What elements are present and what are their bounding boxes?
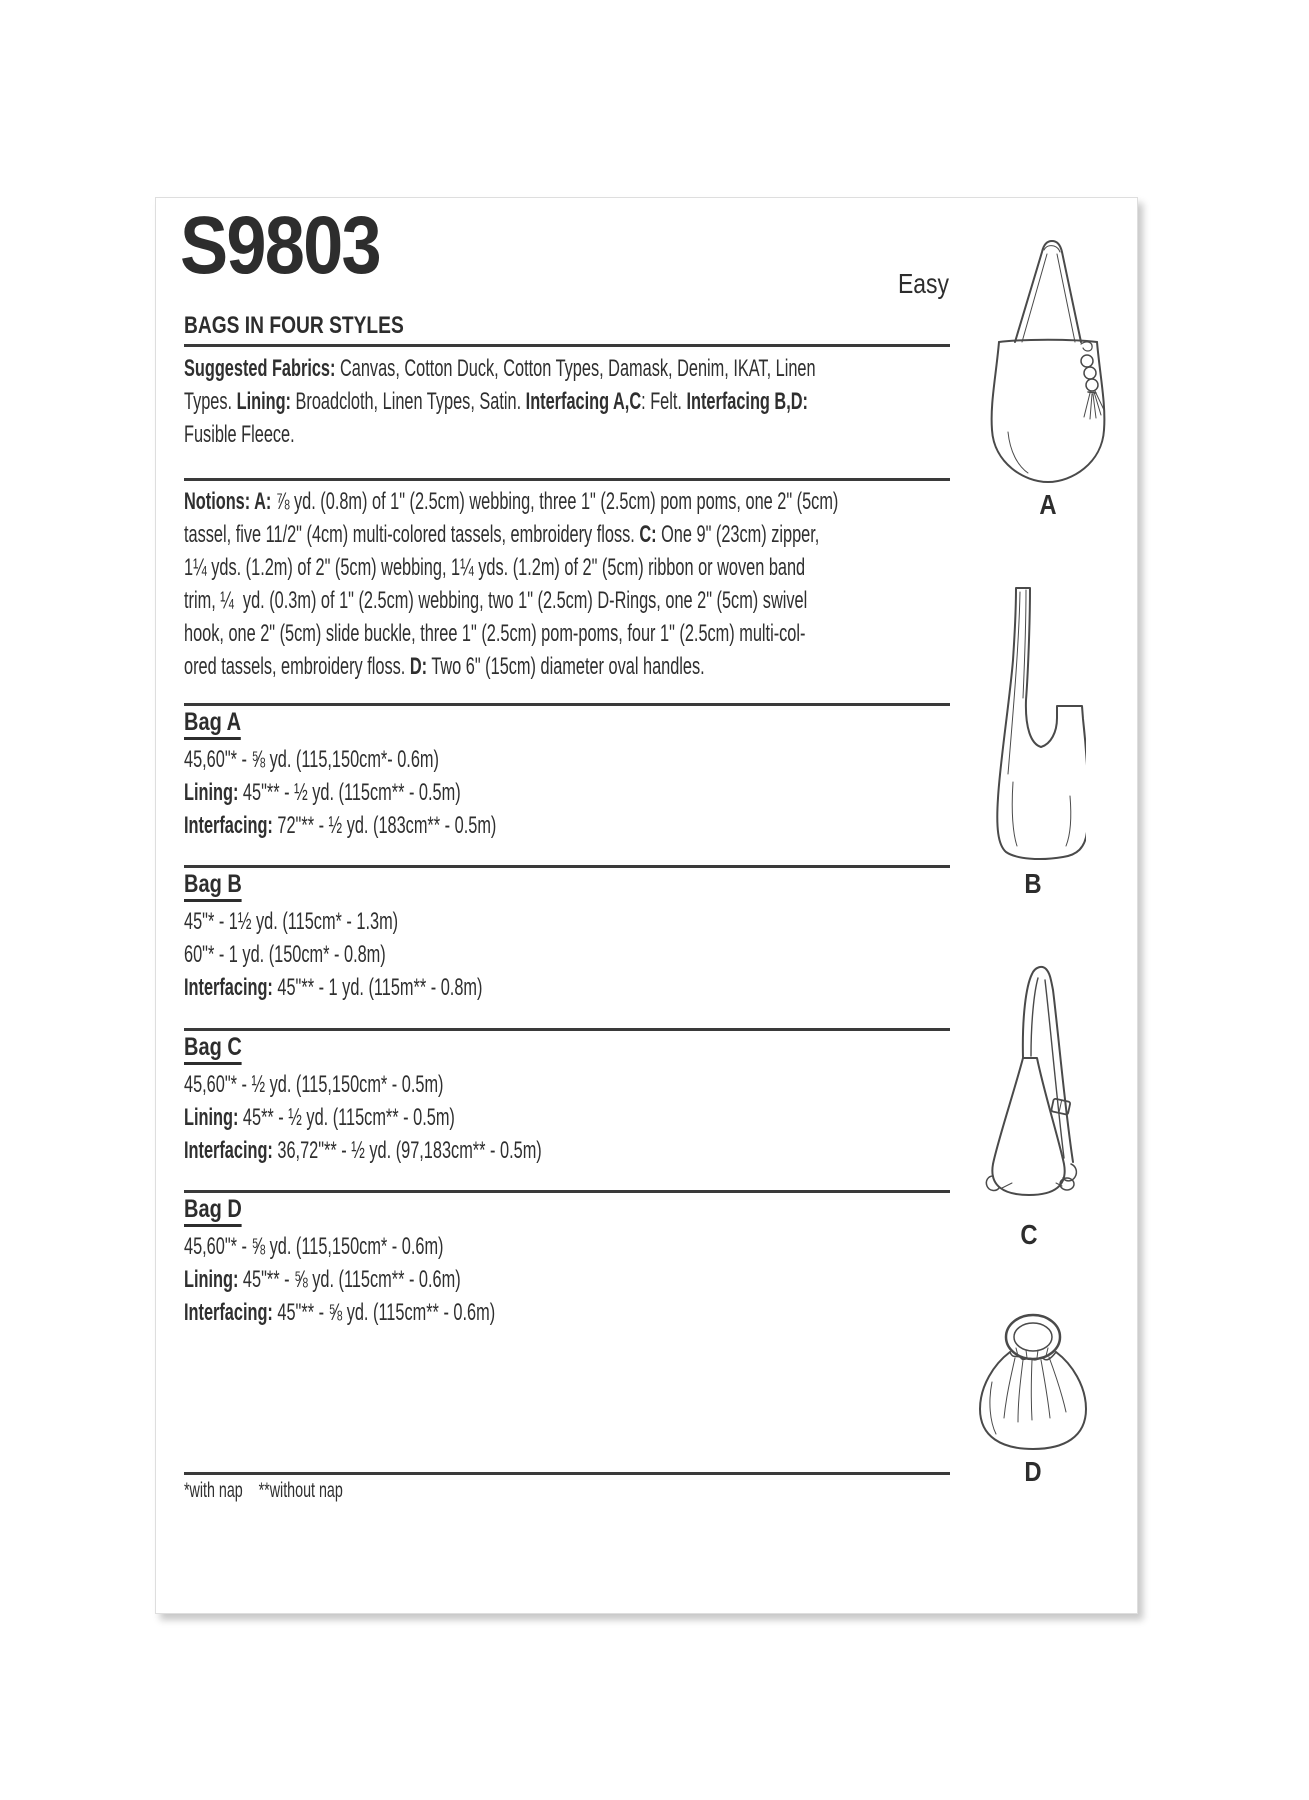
bag-b-heading: Bag B (184, 871, 242, 902)
bag-c-heading: Bag C (184, 1034, 242, 1065)
bag-d-yardage (184, 1230, 984, 1329)
text-line: Notions: A: ⅞ yd. (0.8m) of 1" (2.5cm) webbing, three 1" (2.5cm) pom poms, one 2" (5cm) (184, 488, 839, 515)
bag-c-illustration (976, 962, 1082, 1214)
text-line: Interfacing: 45"** - ⅝ yd. (115cm** - 0.6m) (184, 1299, 496, 1326)
text-line: Suggested Fabrics: Canvas, Cotton Duck, Cotton Types, Damask, Denim, IKAT, Linen (184, 355, 816, 382)
bag-b-illustration (980, 582, 1086, 862)
divider-under-title (184, 344, 950, 347)
bag-a-section (184, 709, 984, 842)
divider-above-bag-b (184, 865, 950, 868)
text-line: Fusible Fleece. (184, 421, 295, 448)
text-line: Interfacing: 72"** - ½ yd. (183cm** - 0.5m) (184, 812, 497, 839)
text-line: tassel, five 11/2" (4cm) multi-colored tassels, embroidery floss. C: One 9" (23cm) zipper, (184, 521, 820, 548)
bag-d-illustration (970, 1310, 1096, 1452)
text-line: trim, ¼ yd. (0.3m) of 1" (2.5cm) webbing, two 1" (2.5cm) D-Rings, one 2" (5cm) swivel (184, 587, 808, 614)
bag-a-label: A (1039, 489, 1057, 520)
text-line: Interfacing: 45"** - 1 yd. (115m** - 0.8m) (184, 974, 483, 1001)
divider-above-footer (184, 1472, 950, 1475)
divider-above-bag-a (184, 703, 950, 706)
pattern-envelope-back-sheet (155, 197, 1138, 1614)
bag-d-section (184, 1196, 984, 1329)
text-line: ored tassels, embroidery floss. D: Two 6" (15cm) diameter oval handles. (184, 653, 705, 680)
page-title: BAGS IN FOUR STYLES (184, 312, 404, 339)
pattern-number: S9803 (180, 200, 380, 291)
text-line: Interfacing: 36,72"** - ½ yd. (97,183cm** - 0.5m) (184, 1137, 542, 1164)
bag-b-yardage (184, 905, 984, 1004)
divider-above-bag-c (184, 1028, 950, 1031)
bag-a-illustration (984, 236, 1112, 486)
difficulty-label: Easy (897, 268, 949, 299)
divider-above-notions (184, 478, 950, 481)
text-line: 60"* - 1 yd. (150cm* - 0.8m) (184, 941, 386, 968)
suggested-fabrics-paragraph (184, 352, 984, 451)
bag-c-section (184, 1034, 984, 1167)
text-line: 45"* - 1½ yd. (115cm* - 1.3m) (184, 908, 399, 935)
bag-b-section (184, 871, 984, 1004)
text-line: Types. Lining: Broadcloth, Linen Types, Satin. Interfacing A,C: Felt. Interfacing B,D: (184, 388, 808, 415)
text-line: Lining: 45"** - ½ yd. (115cm** - 0.5m) (184, 779, 461, 806)
text-line: hook, one 2" (5cm) slide buckle, three 1" (2.5cm) pom-poms, four 1" (2.5cm) multi-col- (184, 620, 806, 647)
notions-paragraph (184, 485, 984, 683)
bag-b-label: B (1024, 868, 1042, 899)
text-line: 45,60"* - ⅝ yd. (115,150cm* - 0.6m) (184, 1233, 444, 1260)
nap-footnote: *with nap **without nap (184, 1479, 343, 1502)
text-line: 45,60"* - ½ yd. (115,150cm* - 0.5m) (184, 1071, 444, 1098)
text-line: 1¼ yds. (1.2m) of 2" (5cm) webbing, 1¼ yds. (1.2m) of 2" (5cm) ribbon or woven band (184, 554, 806, 581)
bag-a-heading: Bag A (184, 709, 241, 740)
bag-a-yardage (184, 743, 984, 842)
divider-above-bag-d (184, 1190, 950, 1193)
bag-c-yardage (184, 1068, 984, 1167)
bag-d-heading: Bag D (184, 1196, 242, 1227)
text-line: 45,60"* - ⅝ yd. (115,150cm*- 0.6m) (184, 746, 439, 773)
text-line: Lining: 45** - ½ yd. (115cm** - 0.5m) (184, 1104, 455, 1131)
bag-c-label: C (1020, 1219, 1038, 1250)
text-line: Lining: 45"** - ⅝ yd. (115cm** - 0.6m) (184, 1266, 461, 1293)
bag-d-label: D (1024, 1456, 1042, 1487)
